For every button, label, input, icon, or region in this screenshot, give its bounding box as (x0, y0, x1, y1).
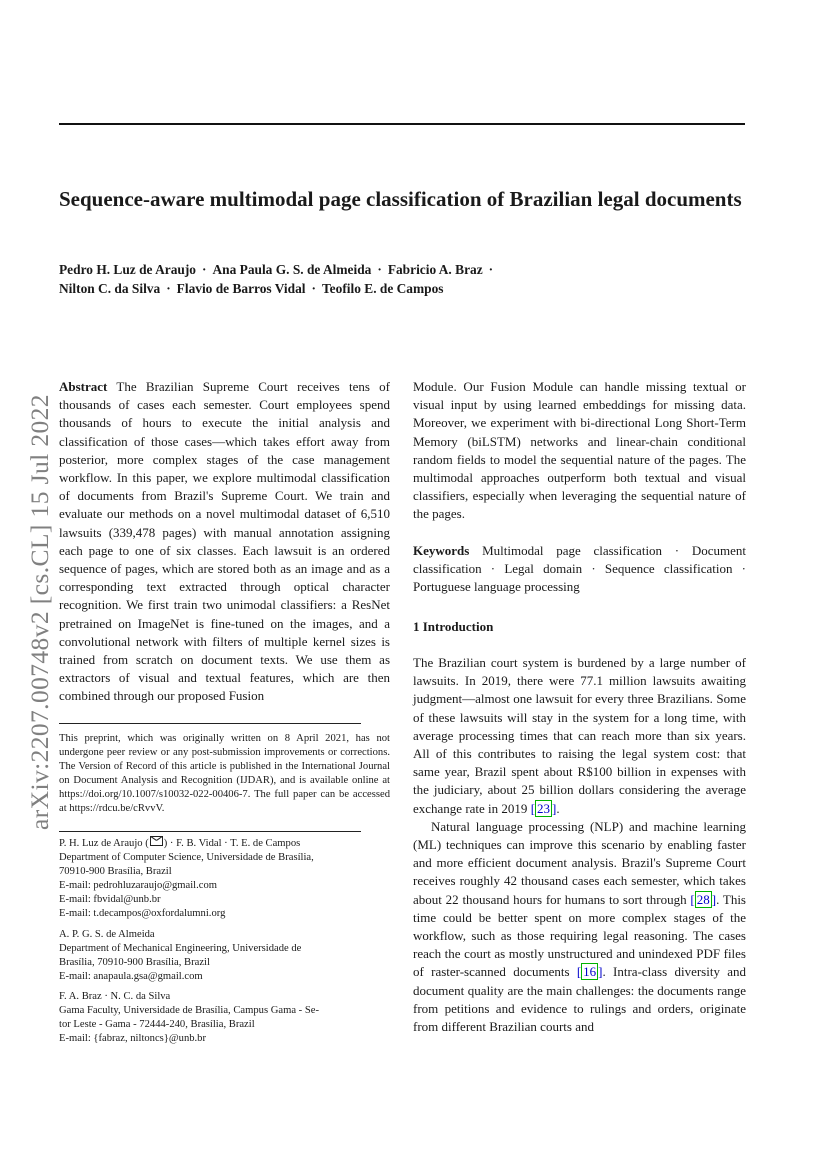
introduction-body (413, 654, 746, 1036)
envelope-icon (150, 836, 163, 846)
affiliation-head (59, 836, 390, 851)
affiliation-email: E-mail: pedrohluzaraujo@gmail.com (59, 880, 218, 891)
affiliation-rule (59, 831, 361, 832)
paragraph-text: The Brazilian court system is burdened by a large number of lawsuits. In 2019, there were 77.1 million lawsuits awaiting judgment—almost one lawsuit for every three Brazilians. Some of these lawsuits will stay in the system for a long time, with average processing times that can reach more than six years. All of this contributes to raising the legal system cost: that same year, Brazil spent about R$100 billion in expenses with the judiciary, about 25 billion dollars considering the average exchange rate in 2019 (413, 655, 746, 816)
author-name: Fabricio A. Braz (387, 262, 483, 277)
section-heading-introduction: 1 Introduction (413, 619, 494, 634)
keywords (413, 542, 746, 597)
paragraph-text: Natural language processing (NLP) and machine learning (ML) techniques can improve this scenario by enabling faster and more efficient document analysis. Brazil's Supreme Court receives roughly 42 thousand cases each semester, which takes about 22 thousand hours for humans to sort through (413, 818, 746, 907)
citation-number[interactable]: 16 (583, 964, 597, 980)
footnote-rule (59, 723, 361, 724)
paper-title: Sequence-aware multimodal page classification of Brazilian legal documents (59, 187, 742, 211)
author-name: Pedro H. Luz de Araujo (59, 262, 197, 277)
affiliation-head: F. A. Braz · N. C. da Silva (59, 991, 171, 1002)
affiliation-line: Department of Computer Science, Universidade de Brasília, (59, 852, 314, 863)
author-line-1 (59, 260, 745, 279)
abstract-label: Abstract (59, 379, 108, 394)
abstract-body (59, 378, 390, 706)
affiliation-head: A. P. G. S. de Almeida (59, 929, 155, 940)
affiliation-block (59, 990, 390, 1046)
citation-number[interactable]: 28 (696, 891, 710, 907)
affiliation-email: E-mail: anapaula.gsa@gmail.com (59, 971, 203, 982)
citation-link[interactable]: [ 16 ] (576, 964, 603, 980)
paragraph-text: . Intra-class diversity and document quality are the main challenges: the documents range from petitions and evidence to rulings and orders, originate from different Brazilian courts and (413, 964, 746, 1035)
affiliation-email: E-mail: fbvidal@unb.br (59, 894, 161, 905)
affiliation-line: Gama Faculty, Universidade de Brasília, Campus Gama - Se- (59, 1005, 319, 1016)
author-line-2 (59, 279, 745, 298)
affiliation-email: E-mail: {fabraz, niltoncs}@unb.br (59, 1033, 207, 1044)
affiliation-head-part: ) · F. B. Vidal · T. E. de Campos (163, 838, 301, 849)
author-name: Teofilo E. de Campos (321, 281, 444, 296)
intro-paragraph (413, 654, 746, 818)
abstract-text: The Brazilian Supreme Court receives tens of thousands of cases each semester. Court employees spend thousands of hours to execute the initial analysis and classification of those cases—which takes effort away from posterior, more complex stages of the case management workflow. In this paper, we explore multimodal classification of documents from Brazil's Supreme Court. We train and evaluate our methods on a novel multimodal dataset of 6,510 lawsuits (339,478 pages) with manual annotation assigning each page to one of six classes. Each lawsuit is an ordered sequence of pages, which are stored both as an image and as a corresponding text extracted through optical character recognition. We first train two unimodal classifiers: a ResNet pretrained on ImageNet is fine-tuned on the images, and a convolutional network with filters of multiple kernel sizes is trained from scratch on document texts. We use them as extractors of visual and textual features, which are then combined through our proposed Fusion (59, 379, 391, 704)
citation-link[interactable]: [ 23 ] (530, 800, 557, 816)
affiliation-head-part: P. H. Luz de Araujo ( (59, 838, 149, 849)
affiliation-line: 70910-900 Brasília, Brazil (59, 866, 172, 877)
author-separator: · (377, 262, 382, 277)
author-name: Nilton C. da Silva (59, 281, 161, 296)
abstract-continuation: Module. Our Fusion Module can handle missing textual or visual input by using learned embeddings for missing data. Moreover, we experiment with bi-directional Long Short-Term Memory (biLSTM) networks and linear-chain conditional random fields to model the sequential nature of the pages. The multimodal approaches outperform both textual and visual classifiers, especially when leveraging the sequential nature of the pages. (413, 379, 746, 522)
affiliation-line: tor Leste - Gama - 72444-240, Brasília, Brazil (59, 1019, 255, 1030)
author-separator: · (166, 281, 171, 296)
affiliation-email: E-mail: t.decampos@oxfordalumni.org (59, 908, 226, 919)
paragraph-text: . (556, 800, 560, 816)
intro-paragraph (413, 818, 746, 1036)
keywords-label: Keywords (413, 542, 470, 558)
arxiv-identifier: arXiv:2207.00748v2 [cs.CL] 15 Jul 2022 (25, 394, 54, 830)
affiliation-block (59, 928, 390, 984)
affiliation-line: Department of Mechanical Engineering, Universidade de (59, 943, 302, 954)
header-rule (59, 123, 745, 125)
author-list (59, 260, 745, 298)
affiliation-line: Brasília, 70910-900 Brasília, Brazil (59, 957, 210, 968)
keywords-text: Multimodal page classification · Document classification · Legal domain · Sequence classification · Portuguese language processing (413, 542, 746, 595)
paragraph-text: . This time could be better spent on more complex stages of the workflow, such as those requiring legal reasoning. The cases reach the court as mostly unstructured and unindexed PDF files of raster-scanned documents (413, 891, 746, 980)
abstract-right-column (413, 378, 746, 596)
author-separator: · (488, 262, 494, 277)
citation-link[interactable]: [ 28 ] (690, 891, 717, 907)
citation-number[interactable]: 23 (537, 800, 551, 816)
author-name: Ana Paula G. S. de Almeida (212, 262, 372, 277)
author-name: Flavio de Barros Vidal (176, 281, 306, 296)
affiliation-block (59, 836, 390, 921)
preprint-footnote: This preprint, which was originally written on 8 April 2021, has not undergone peer review or any post-submission improvements or corrections. The Version of Record of this article is published in the International Journal on Document Analysis and Recognition (IJDAR), and is available online at https://doi.org/10.1007/s10032-022-00406-7. The full paper can be accessed at https://rdcu.be/cRvvV. (59, 733, 390, 814)
abstract-left-column (59, 378, 390, 706)
author-separator: · (202, 262, 207, 277)
author-separator: · (311, 281, 316, 296)
